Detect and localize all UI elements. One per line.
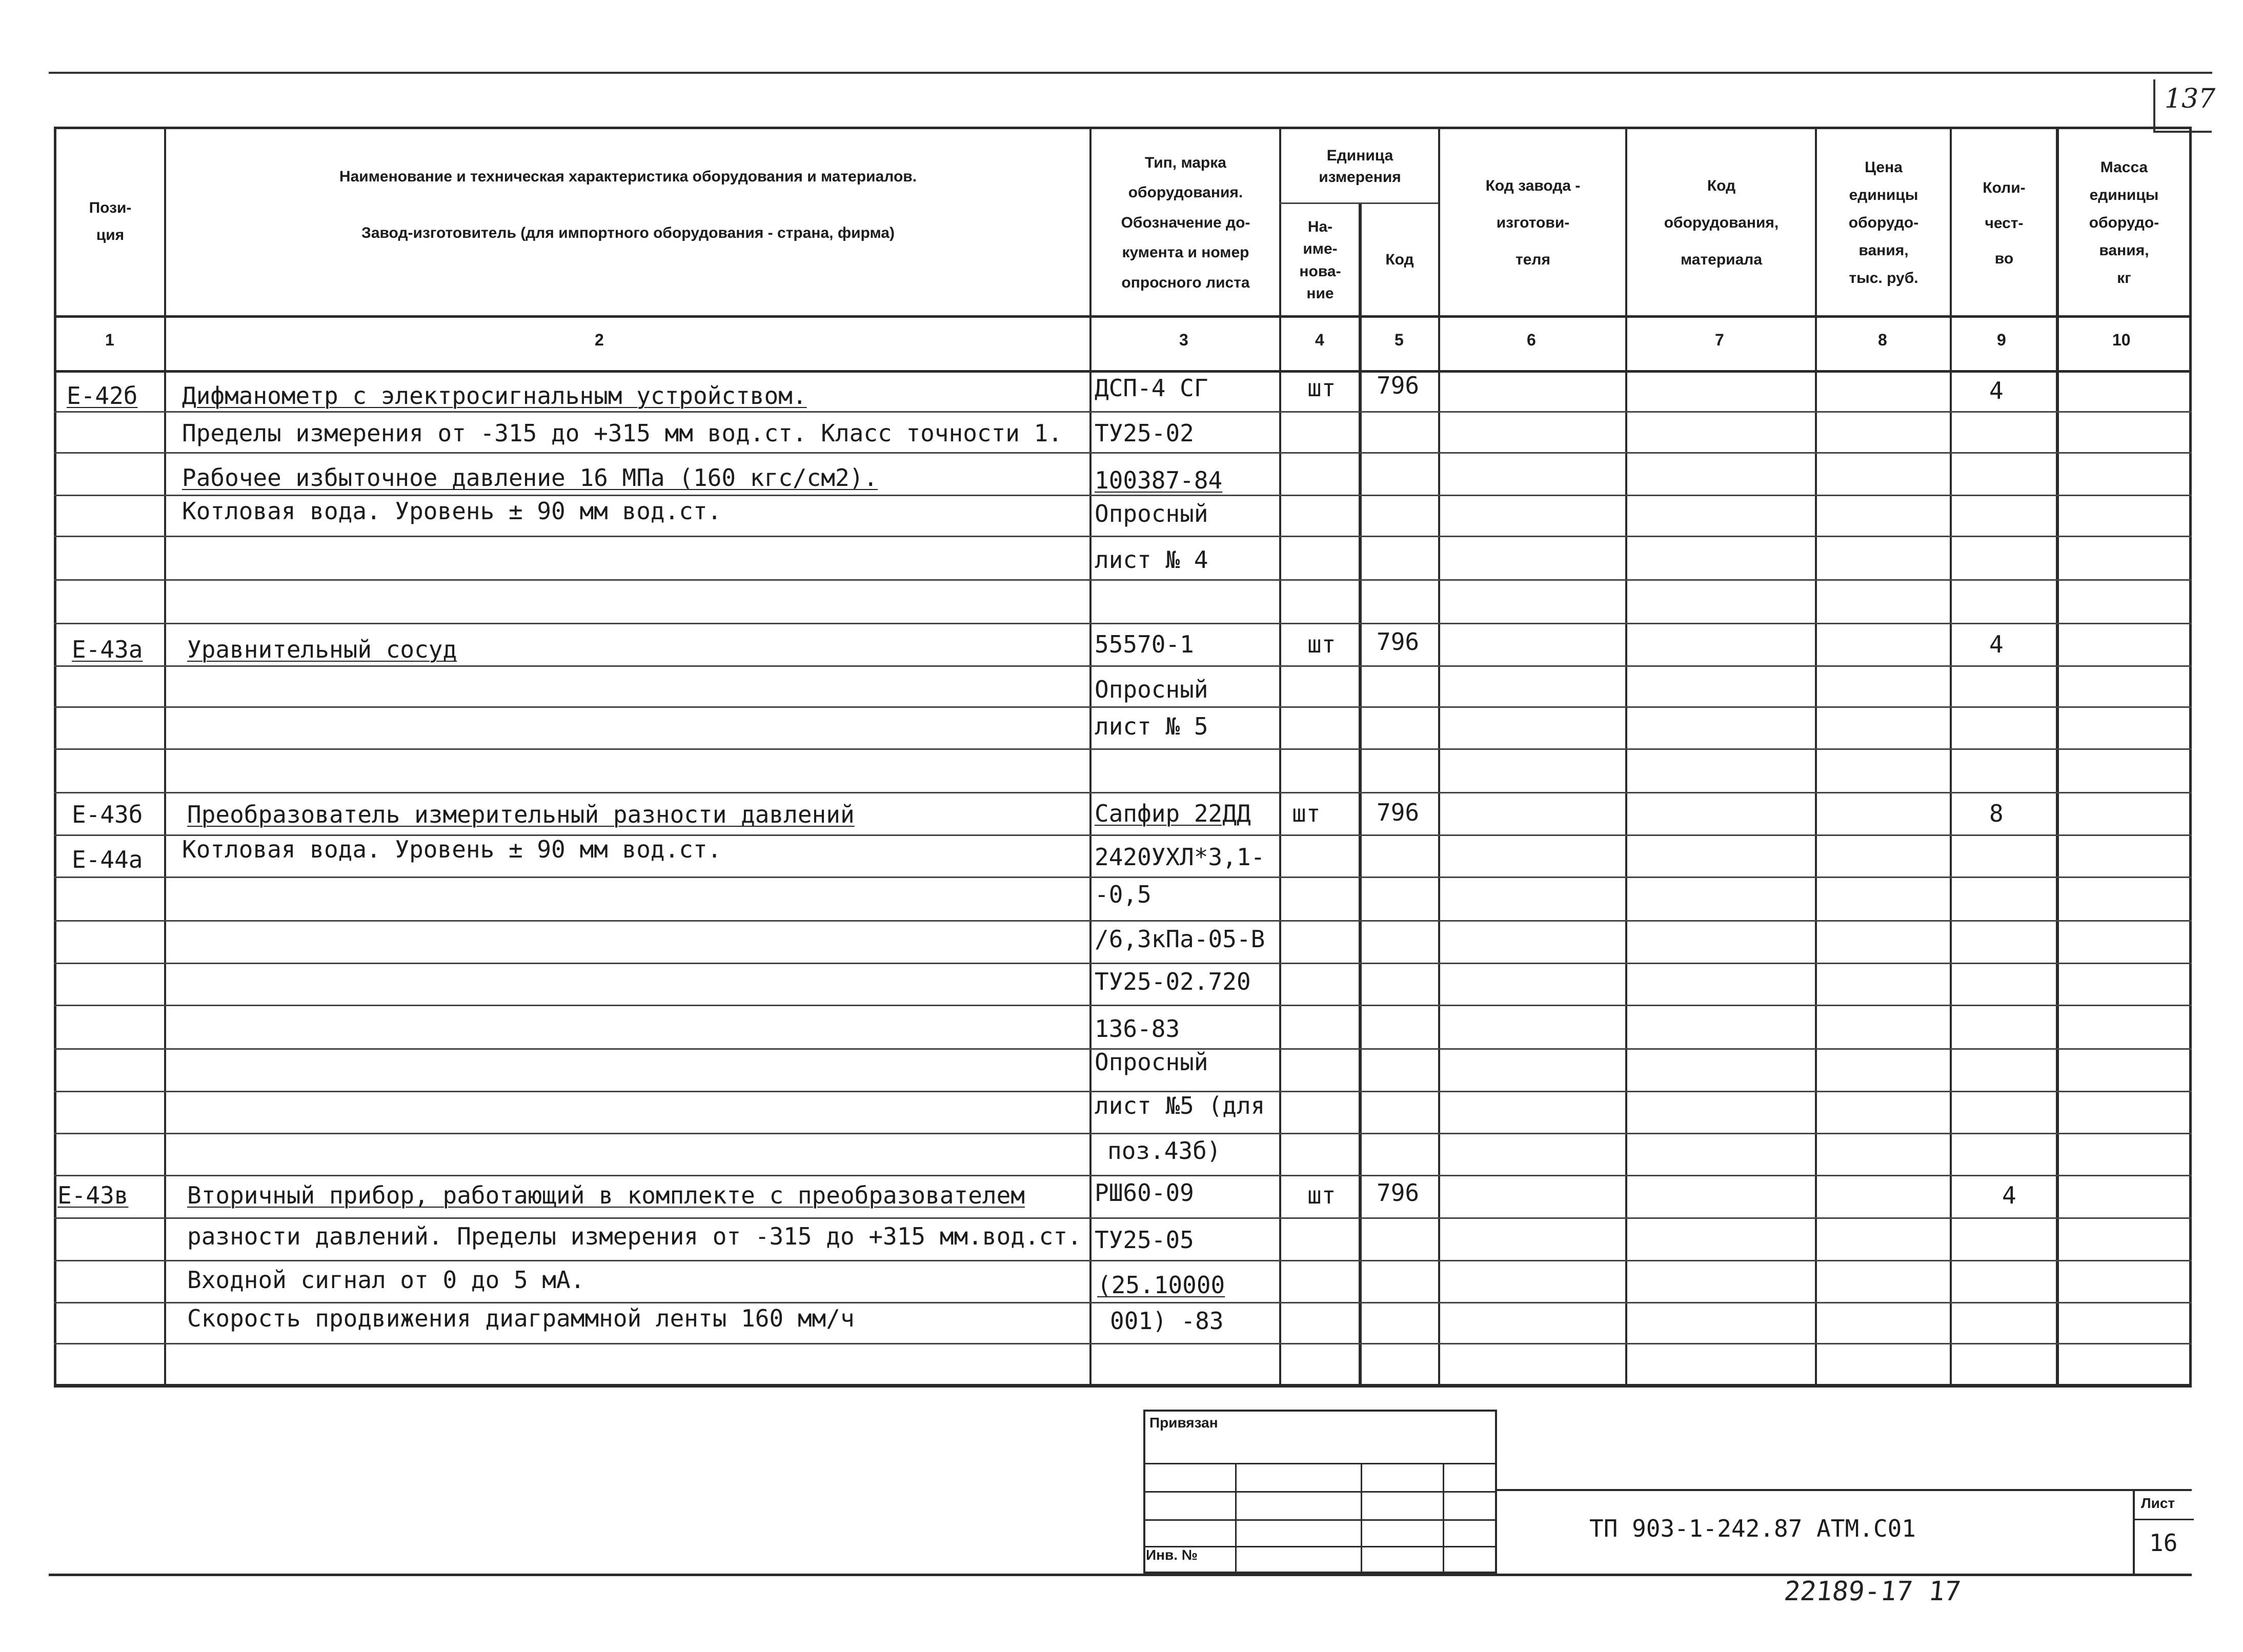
header-position: Пози- ция [89, 199, 132, 243]
item-description: Пределы измерения от -315 до +315 мм вод.ст. Класс точности 1. [182, 419, 1063, 447]
item-type: ДСП-4 СГ [1095, 374, 1208, 402]
row-rule [54, 665, 2192, 667]
position: Е-44а [72, 846, 143, 873]
stamp-bound-label: Привязан [1149, 1415, 1218, 1431]
item-description: Скорость продвижения диаграммной ленты 160 мм/ч [187, 1304, 855, 1332]
col-number-5: 5 [1395, 331, 1404, 349]
col-number-8: 8 [1878, 331, 1887, 349]
item-type: 2420УХЛ*3,1- [1095, 843, 1265, 871]
header-unit-name: На- име- нова- ние [1299, 218, 1341, 302]
document-code: ТП 903-1-242.87 АТМ.С01 [1589, 1515, 1916, 1542]
col-number-2: 2 [595, 331, 604, 349]
item-name: Дифманометр с электросигнальным устройством. [182, 382, 807, 410]
col-number-1: 1 [105, 331, 114, 349]
item-name: Вторичный прибор, работающий в комплекте с преобразователем [187, 1181, 1025, 1209]
header-equipment-code: Код оборудования, материала [1664, 177, 1779, 268]
item-description: Котловая вода. Уровень ± 90 мм вод.ст. [182, 497, 722, 525]
unit-name: шт [1307, 374, 1336, 402]
sheet-mark-box [2153, 79, 2216, 133]
unit-name: шт [1307, 630, 1336, 658]
row-rule [54, 1217, 2192, 1219]
item-type: РШ60-09 [1095, 1179, 1194, 1207]
item-type: ТУ25-02 [1095, 419, 1194, 447]
header-bottom-rule [54, 315, 2192, 318]
item-type: 136-83 [1095, 1015, 1180, 1043]
unit-code: 796 [1377, 628, 1420, 656]
table-bottom-rule [54, 1384, 2192, 1386]
quantity: 4 [2002, 1181, 2016, 1209]
item-name: Уравнительный сосуд [187, 636, 457, 663]
row-rule [54, 495, 2192, 496]
row-rule [54, 1343, 2192, 1344]
row-rule [54, 1175, 2192, 1176]
unit-header-divider [1279, 202, 1438, 204]
quantity: 4 [1989, 630, 2004, 658]
unit-code: 796 [1377, 799, 1420, 826]
item-type: (25.10000 [1097, 1271, 1225, 1299]
row-rule [54, 1005, 2192, 1006]
unit-code: 796 [1377, 372, 1420, 399]
item-type: 001) -83 [1110, 1307, 1224, 1335]
header-unit: Единица измерения [1319, 147, 1401, 186]
item-type: ТУ25-02.720 [1095, 968, 1251, 995]
position: Е-43а [72, 636, 143, 663]
position: Е-43в [57, 1181, 129, 1209]
item-type: лист № 4 [1095, 546, 1208, 574]
item-description: Входной сигнал от 0 до 5 мА. [187, 1266, 585, 1294]
row-rule [54, 452, 2192, 454]
col-number-3: 3 [1179, 331, 1188, 349]
item-description: разности давлений. Пределы измерения от -315 до +315 мм.вод.ст. [187, 1222, 1082, 1250]
item-type: поз.43б) [1107, 1137, 1221, 1165]
header-type: Тип, марка оборудования. Обозначение до- кумента и номер опросного листа [1121, 154, 1250, 291]
item-type: Сапфир 22ДД [1095, 800, 1251, 827]
sheet-label: Лист [2141, 1495, 2175, 1511]
colnum-bottom-rule [54, 370, 2192, 373]
row-rule [54, 748, 2192, 750]
row-rule [54, 920, 2192, 922]
col-number-7: 7 [1715, 331, 1724, 349]
top-rule [49, 72, 2212, 74]
item-name: Преобразователь измерительный разности давлений [187, 801, 855, 828]
row-rule [54, 876, 2192, 878]
sheet-number-box [2133, 1489, 2194, 1574]
handwritten-note: 22189-17 17 [1782, 1576, 1963, 1607]
col-number-6: 6 [1527, 331, 1536, 349]
row-rule [54, 1133, 2192, 1134]
col-number-10: 10 [2112, 331, 2131, 349]
header-name-line2: Завод-изготовитель (для импортного оборудования - страна, фирма) [361, 224, 895, 241]
unit-name: шт [1292, 800, 1321, 827]
col-number-4: 4 [1315, 331, 1324, 349]
header-unit-code: Код [1385, 251, 1414, 269]
header-price: Цена единицы оборудо- вания, тыс. руб. [1848, 159, 1919, 287]
col-divider [1359, 202, 1362, 1388]
item-type: /6,3кПа-05-В [1095, 925, 1265, 953]
quantity: 4 [1989, 377, 2004, 404]
unit-name: шт [1307, 1181, 1336, 1209]
header-quantity: Коли- чест- во [1983, 179, 2026, 267]
item-type: лист № 5 [1095, 712, 1208, 740]
row-rule [54, 963, 2192, 964]
sheet-number: 16 [2149, 1529, 2178, 1557]
item-type: Опросный [1095, 1048, 1208, 1076]
position: Е-43б [72, 801, 143, 828]
row-rule [54, 411, 2192, 413]
item-description: Рабочее избыточное давление 16 МПа (160 кгс/см2). [182, 464, 878, 492]
row-rule [54, 1260, 2192, 1261]
position: Е-42б [67, 382, 138, 410]
row-rule [54, 623, 2192, 624]
item-type: 100387-84 [1095, 466, 1223, 494]
item-type: 55570-1 [1095, 630, 1194, 658]
item-type: Опросный [1095, 676, 1208, 703]
item-description: Котловая вода. Уровень ± 90 мм вод.ст. [182, 835, 722, 863]
item-type: ТУ25-05 [1095, 1226, 1194, 1254]
row-rule [54, 792, 2192, 793]
row-rule [54, 536, 2192, 537]
header-name-line1: Наименование и техническая характеристика оборудования и материалов. [339, 168, 917, 185]
row-rule [54, 1302, 2192, 1303]
item-type: -0,5 [1095, 881, 1151, 908]
row-rule [54, 706, 2192, 708]
header-factory-code: Код завода - изготови- теля [1485, 177, 1581, 268]
item-type: лист №5 (для [1095, 1092, 1265, 1119]
quantity: 8 [1989, 800, 2004, 827]
unit-code: 796 [1377, 1179, 1420, 1207]
col-number-9: 9 [1997, 331, 2006, 349]
header-mass: Масса единицы оборудо- вания, кг [2089, 159, 2159, 287]
sheet-mark: 137 [2165, 84, 2216, 114]
item-type: Опросный [1095, 500, 1208, 527]
row-rule [54, 579, 2192, 581]
inventory-number-label: Инв. № [1146, 1547, 1198, 1563]
